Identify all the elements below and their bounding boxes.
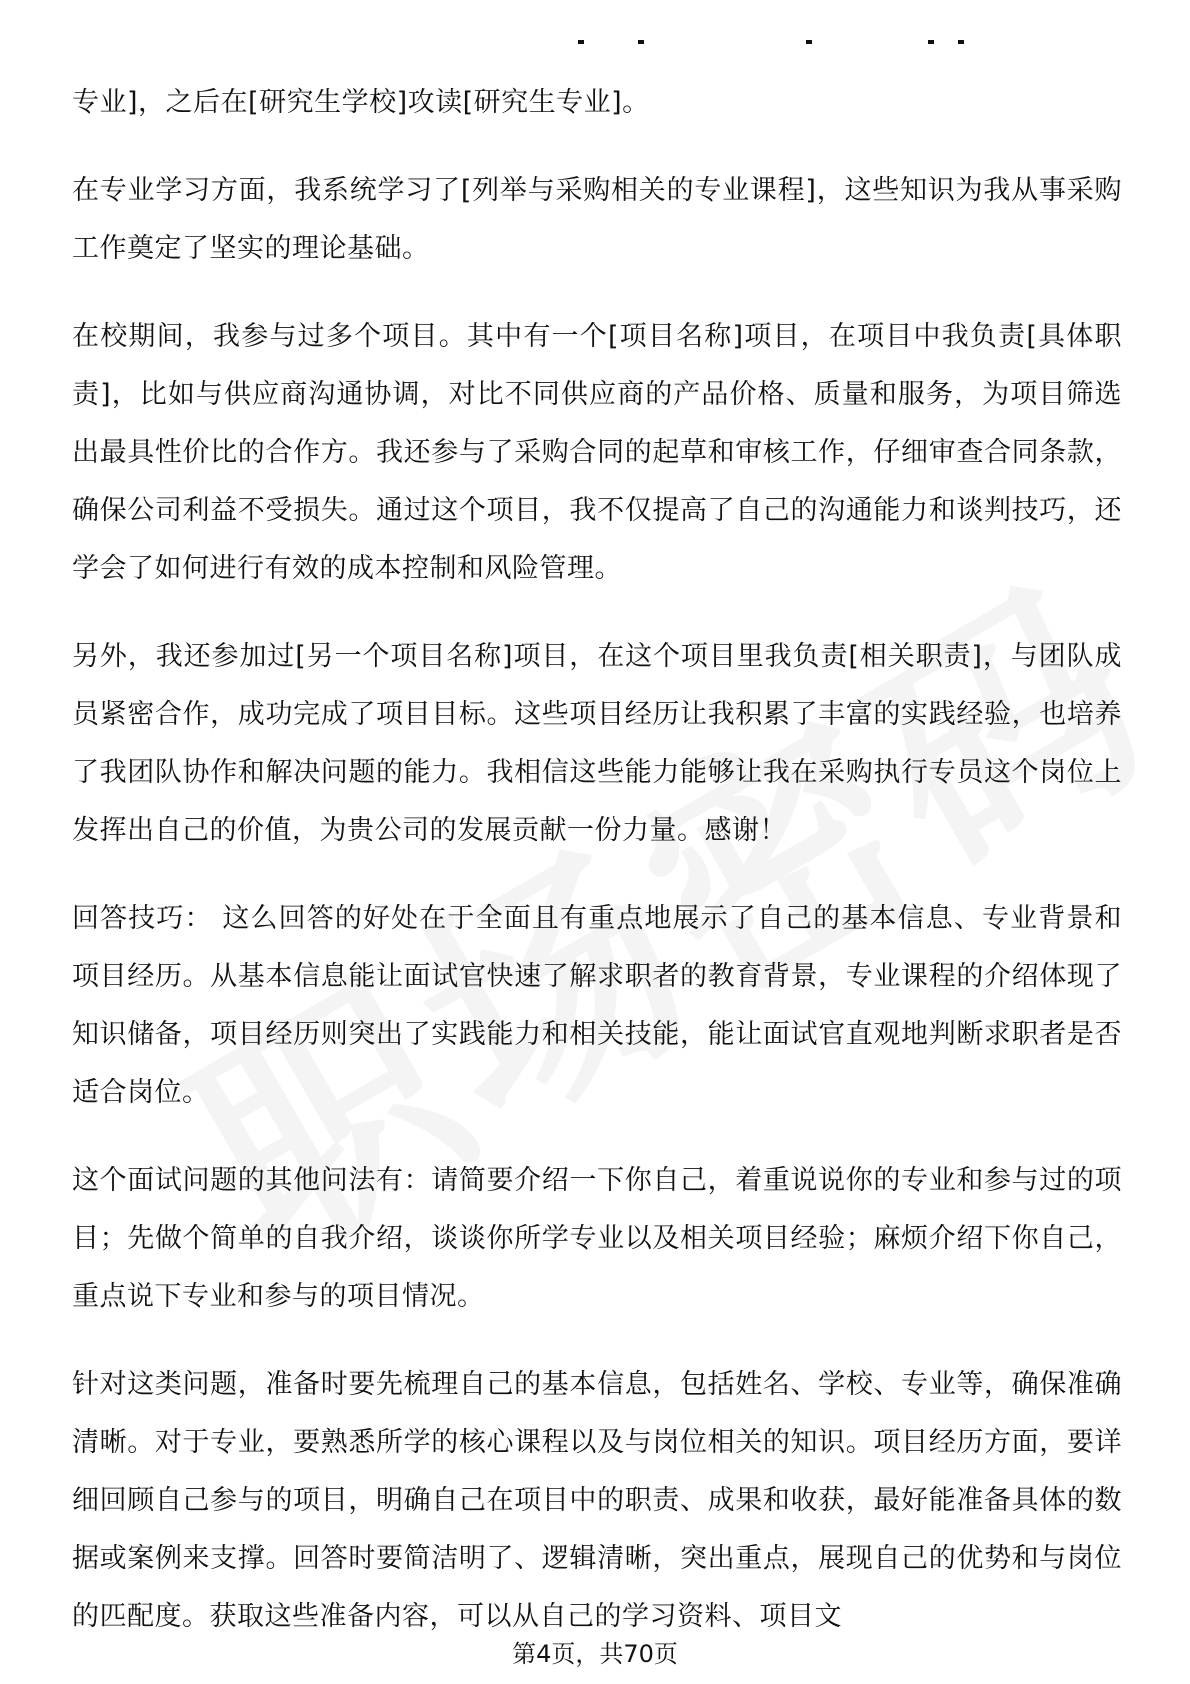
- paragraph-preparation-advice: 针对这类问题，准备时要先梳理自己的基本信息，包括姓名、学校、专业等，确保准确清晰。对于专业，要熟悉所学的核心课程以及与岗位相关的知识。项目经历方面，要详细回顾自己参与的项目，明确自己在项目中的职责、成果和收获，最好能准备具体的数据或案例来支撑。回答时要简洁明了、逻辑清晰，突出重点，展现自己的优势和与岗位的匹配度。获取这些准备内容，可以从自己的学习资料、项目文: [72, 1369, 1122, 1632]
- body-text: [72, 74, 1122, 1676]
- paragraph-alternative-questions: 这个面试问题的其他问法有：请简要介绍一下你自己，着重说说你的专业和参与过的项目；先做个简单的自我介绍，谈谈你所学专业以及相关项目经验；麻烦介绍下你自己，重点说下专业和参与的项目情况。: [72, 1165, 1122, 1312]
- paragraph-project-experience: 在校期间，我参与过多个项目。其中有一个[项目名称]项目，在项目中我负责[具体职责]，比如与供应商沟通协调，对比不同供应商的产品价格、质量和服务，为项目筛选出最具性价比的合作方。我还参与了采购合同的起草和审核工作，仔细审查合同条款，确保公司利益不受损失。通过这个项目，我不仅提高了自己的沟通能力和谈判技巧，还学会了如何进行有效的成本控制和风险管理。: [72, 321, 1122, 584]
- page-number: 第4页，共70页: [512, 1640, 678, 1668]
- paragraph-answer-tips: 回答技巧： 这么回答的好处在于全面且有重点地展示了自己的基本信息、专业背景和项目经历。从基本信息能让面试官快速了解求职者的教育背景，专业课程的介绍体现了知识储备，项目经历则突出了实践能力和相关技能，能让面试官直观地判断求职者是否适合岗位。: [72, 903, 1122, 1108]
- cropped-previous-line: [0, 40, 1190, 50]
- paragraph-professional-study: 在专业学习方面，我系统学习了[列举与采购相关的专业课程]，这些知识为我从事采购工作奠定了坚实的理论基础。: [72, 175, 1122, 264]
- paragraph-education-continuation: 专业]，之后在[研究生学校]攻读[研究生专业]。: [72, 87, 650, 118]
- paragraph-another-project: 另外，我还参加过[另一个项目名称]项目，在这个项目里我负责[相关职责]，与团队成员紧密合作，成功完成了项目目标。这些项目经历让我积累了丰富的实践经验，也培养了我团队协作和解决问题的能力。我相信这些能力能够让我在采购执行专员这个岗位上发挥出自己的价值，为贵公司的发展贡献一份力量。感谢！: [72, 641, 1122, 846]
